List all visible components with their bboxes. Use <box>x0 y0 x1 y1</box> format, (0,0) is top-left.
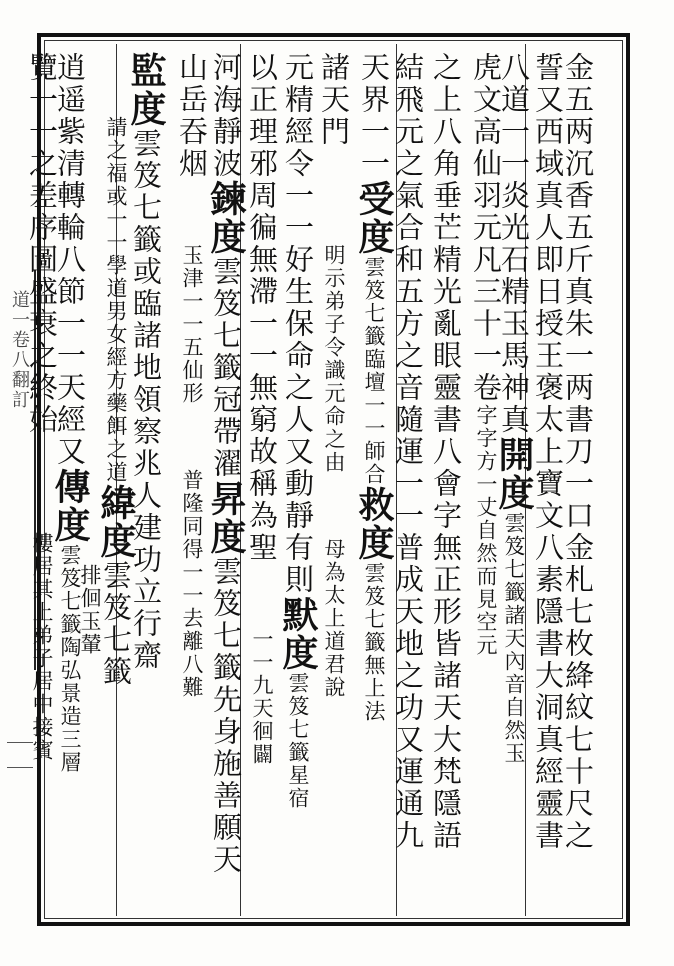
text-segment: 雲笈七籤先身施善願天 <box>209 556 243 876</box>
heading-term: 救度 <box>353 486 395 562</box>
text-segment: 雲笈七籤 <box>99 560 133 688</box>
text-segment: 雲笈七籤星宿 <box>286 672 310 810</box>
text-segment: 誓又西域真人即日授王褒太上寶文八素隱書大洞真經靈書 <box>531 52 565 852</box>
heading-term: 默度 <box>277 596 319 672</box>
text-segment: 請之福或一一學道男女經方藥餌之道 <box>104 116 128 484</box>
heading-term: 昇度 <box>205 480 247 556</box>
text-segment: 雲笈七籤或臨諸地領察兆人建功立行齋 <box>129 128 163 672</box>
heading-term: 監度 <box>125 52 167 128</box>
heading-term: 傳度 <box>49 468 91 544</box>
text-segment: 雲笈七籤陶弘景造三層 <box>58 544 82 774</box>
text-segment: 普隆同得一一去離八難 <box>180 469 204 699</box>
text-segment: 河海靜波 <box>209 52 243 180</box>
text-segment: 山岳吞烟 <box>175 52 209 180</box>
text-segment: 母為太上道君說 <box>322 538 346 699</box>
text-segment: 明示弟子令識元命之由 <box>322 244 346 474</box>
text-segment: 逍遥紫清轉輪八節一一天經又 <box>53 52 87 468</box>
text-segment: 虎文高仙羽元凡三十一卷 <box>469 52 503 404</box>
text-segment: 八道一一炎光石精玉馬神真 <box>497 52 531 436</box>
heading-term: 開度 <box>493 436 535 512</box>
text-segment: 雲笈七籤諸天內音自然玉 <box>502 512 526 765</box>
text-segment: 諸天門 <box>317 52 351 148</box>
text-segment: 天界一一 <box>357 52 391 180</box>
text-segment: 玉津一一五仙形 <box>180 244 204 405</box>
text-segment: 金五两沉香五斤真朱一两書刀一口金札七枚絳紋七十尺之 <box>561 52 595 852</box>
text-segment: 字字方一丈自然而見空元 <box>474 404 498 657</box>
text-column <box>14 52 70 912</box>
text-segment: 雲笈七籤冠帶濯 <box>209 256 243 480</box>
text-segment: 覽一一之差序圖盛衰之終始 <box>25 52 59 436</box>
text-segment: 雲笈七籤無上法 <box>362 562 386 723</box>
text-segment: 以正理邪周徧無滯一一無窮故稱為聖 <box>245 52 279 564</box>
gutter-label: 道⼀卷八翻訂 <box>9 290 30 410</box>
text-segment: 結飛元之氣合和五方之音隨運一一普成天地之功又運通九 <box>391 52 425 852</box>
text-segment <box>25 436 59 532</box>
text-segment: 之上八角垂芒精光亂眼靈書八會字無正形皆諸天大梵隱語 <box>429 52 463 852</box>
heading-term: 鍊度 <box>205 180 247 256</box>
text-segment: 元精經令一一好生保命之人又動靜有則 <box>281 52 315 596</box>
text-segment: 一一九天徊闢 <box>250 628 274 766</box>
heading-term: 受度 <box>353 180 395 256</box>
text-segment: 樓居其上弟子居中接賓 <box>30 532 54 762</box>
text-segment: 排佪玉輦 <box>78 564 102 656</box>
text-segment: 雲笈七籤臨壇一一師合 <box>362 256 386 486</box>
heading-term: 緯度 <box>95 484 137 560</box>
